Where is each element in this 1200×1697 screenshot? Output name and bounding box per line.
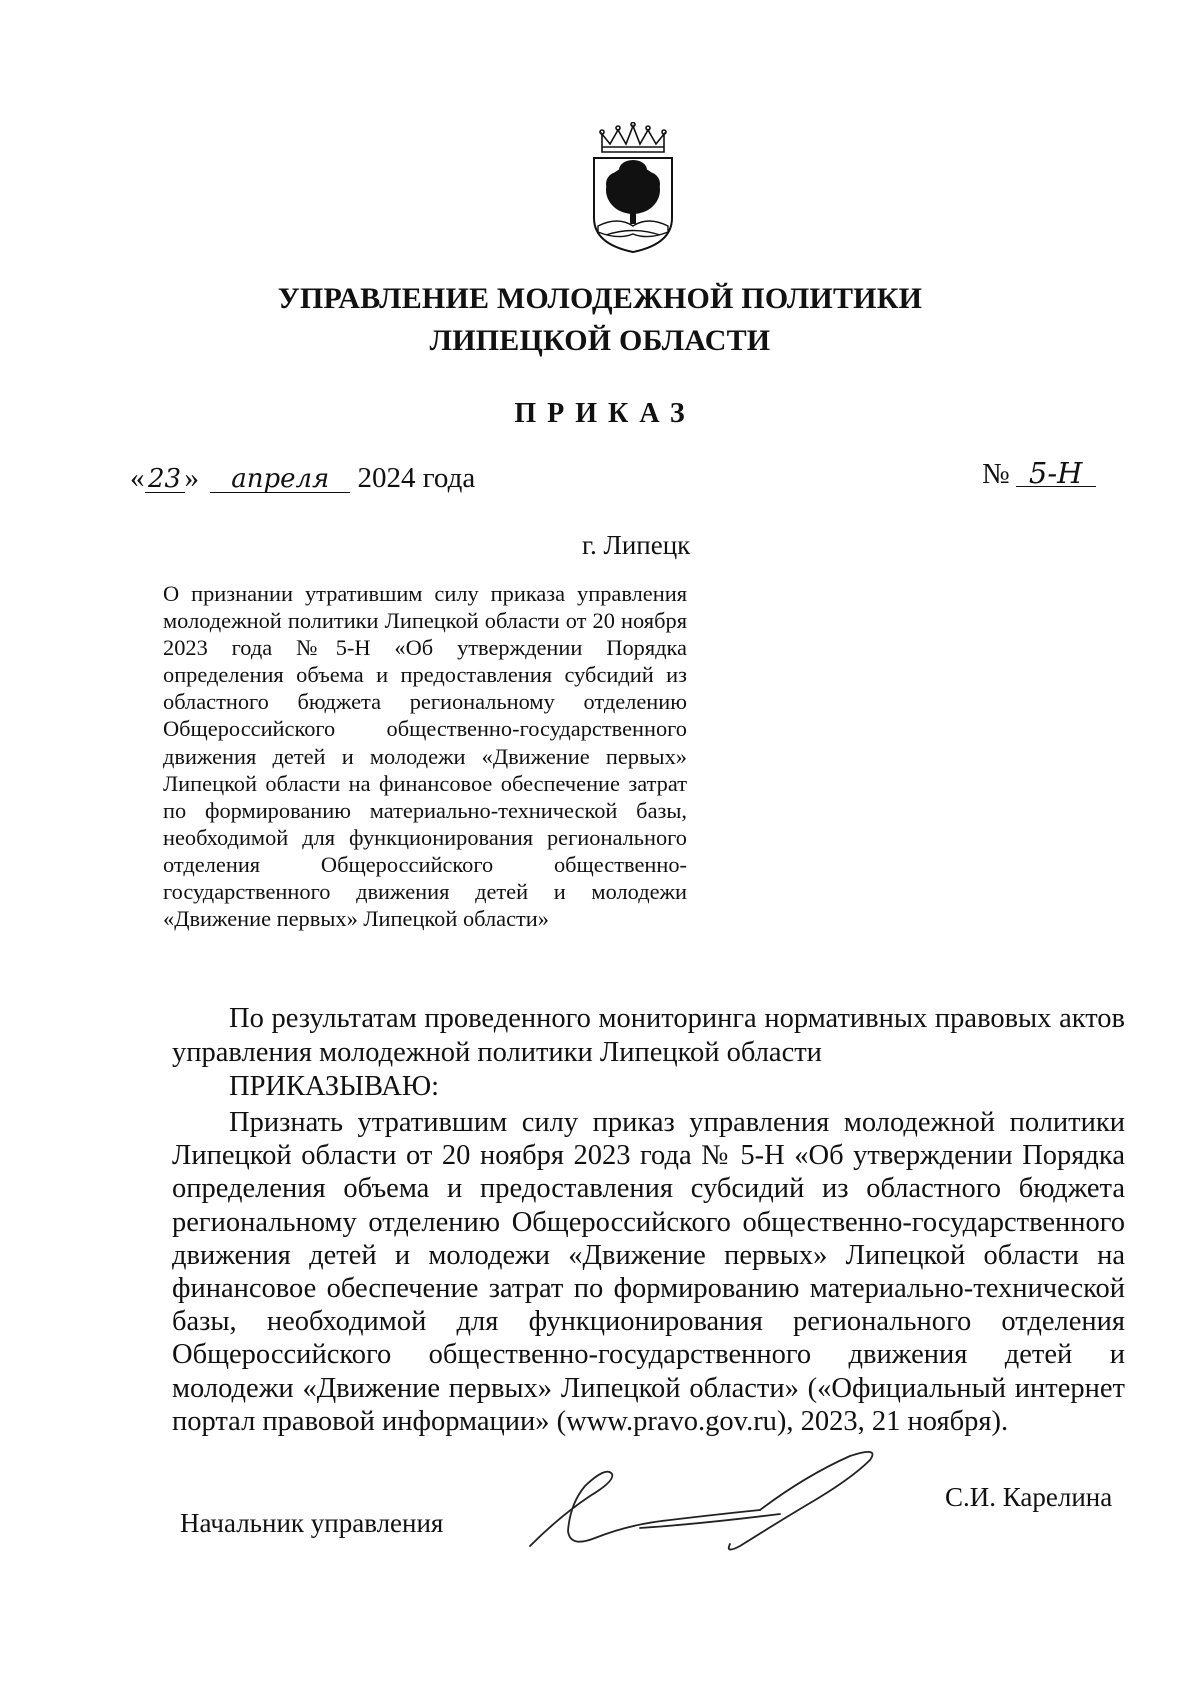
signatory-position: Начальник управления (180, 1508, 444, 1538)
organization-name-line1: УПРАВЛЕНИЕ МОЛОДЕЖНОЙ ПОЛИТИКИ (277, 282, 923, 315)
date-day-handwritten: 23 (145, 466, 185, 493)
handwritten-signature-icon (520, 1436, 900, 1556)
city: г. Липецк (582, 530, 691, 560)
date-open-quote: « (130, 462, 145, 494)
organization-name-line2: ЛИПЕЦКОЙ ОБЛАСТИ (429, 324, 771, 357)
order-word: ПРИКАЗЫВАЮ: (229, 1071, 440, 1102)
document-type-title: ПРИКАЗ (514, 398, 696, 429)
date-close-quote: » (184, 462, 199, 494)
main-order-paragraph: Признать утратившим силу приказ управления молодежной политики Липецкой области от 20 ноября 2023 года № 5-Н «Об утверждении Порядка определения объема и предоставления субсидий из областного бюджета региональному отделению Общероссийского общественно-государственного движения детей и молодежи «Движение первых» Липецкой области на финансовое обеспечение затрат по формированию материально-технической базы, необходимой для функционирования регионального отделения Общероссийского общественно-государственного движения детей и молодежи «Движение первых» Липецкой области» («Официальный интернет портал правовой информации» (www.pravo.gov.ru), 2023, 21 ноября). (172, 1107, 1125, 1437)
document-date (130, 462, 475, 495)
coat-of-arms-icon (588, 122, 678, 254)
document-subject: О признании утратившим силу приказа управления молодежной политики Липецкой области от 20 ноября 2023 года №5-Н «Об утверждении Порядка определения объема и предоставления субсидий из областного бюджета региональному отделению Общероссийского общественно-государственного движения детей и молодежи «Движение первых» Липецкой области на финансовое обеспечение затрат по формированию материально-технической базы, необходимой для функционирования регионального отделения Общероссийского общественно-государственного движения детей и молодежи «Движение первых» Липецкой области» (163, 581, 687, 932)
preamble-paragraph (172, 1002, 1125, 1070)
number-label: № (982, 458, 1010, 490)
preamble-text: По результатам проведенного мониторинга нормативных правовых актов управления молодежной политики Липецкой области (172, 1003, 1125, 1068)
document-number (982, 458, 1096, 491)
signatory-name: С.И. Карелина (945, 1482, 1113, 1512)
date-month-handwritten: апреля (210, 466, 350, 493)
number-value-handwritten: 5-Н (1016, 460, 1096, 487)
date-year: 2024 года (357, 462, 476, 494)
